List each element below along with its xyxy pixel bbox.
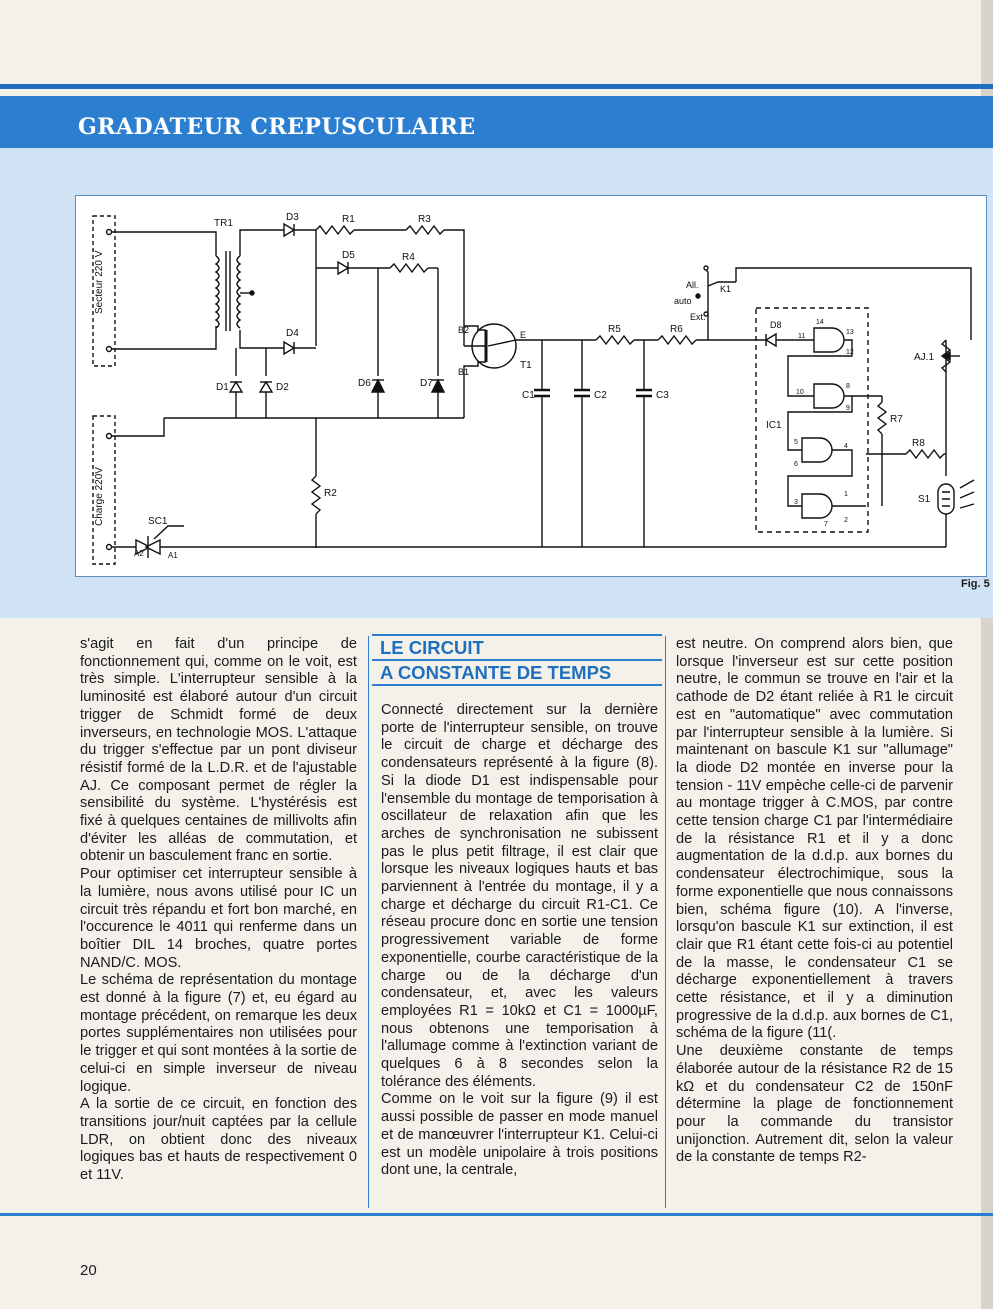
diode-d5 bbox=[338, 262, 348, 274]
e-label: E bbox=[520, 330, 527, 340]
c2-label: C2 bbox=[594, 390, 607, 401]
paragraph: s'agit en fait d'un principe de fonctionnement qui, comme on le voit, est très simple. L'interrupteur sensible à la luminosité est élaboré autour d'un circuit trigger de Schmidt formé de deux inverseurs, en technologie MOS. L'attaque du trigger s'effectue par un pont diviseur résistif formé de la L.D.R. et de l'ajustable AJ. Ce composant permet de régler la sensibilité du système. L'hystérésis est fixé à quelques centaines de millivolts afin d'éviter les alléas de commutation, et obtenir un basculement franc en sortie. bbox=[80, 636, 357, 865]
k1-label: K1 bbox=[720, 284, 732, 294]
resistor-r5 bbox=[596, 336, 634, 344]
paragraph: A la sortie de ce circuit, en fonction des transitions jour/nuit captées par la cellule LDR, on obtient donc des niveaux logiques bas et hauts de respectivement 0 et 11V. bbox=[80, 1096, 357, 1184]
ext-label: Ext. bbox=[690, 312, 706, 322]
circuit-figure bbox=[75, 195, 987, 577]
pin-10: 10 bbox=[796, 389, 804, 396]
diode-d2 bbox=[260, 382, 272, 392]
heading-line-1: LE CIRCUIT bbox=[380, 637, 484, 658]
r2-label: R2 bbox=[324, 488, 337, 499]
a1-label: A1 bbox=[168, 551, 178, 560]
t1-label: T1 bbox=[520, 360, 532, 371]
bottom-rule bbox=[0, 1213, 993, 1216]
c1-label: C1 bbox=[522, 390, 535, 401]
paragraph: Pour optimiser cet interrupteur sensible à la lumière, nous avons utilisé pour IC un circuit très répandu et fort bon marché, en l'occurence le 4011 qui renferme dans un boîtier DIL 14 broches, quatre portes NAND/C. MOS. bbox=[80, 866, 357, 971]
r3-label: R3 bbox=[418, 214, 431, 225]
top-rule bbox=[0, 84, 993, 89]
c3-label: C3 bbox=[656, 390, 669, 401]
load-label: Charge 220V bbox=[94, 467, 105, 526]
resistor-r1 bbox=[316, 226, 354, 234]
resistor-r3 bbox=[406, 226, 444, 234]
r1-label: R1 bbox=[342, 214, 355, 225]
resistor-r8 bbox=[906, 450, 944, 458]
page-number: 20 bbox=[80, 1262, 97, 1279]
r4-label: R4 bbox=[402, 252, 415, 263]
d7-label: D7 bbox=[420, 378, 433, 389]
transformer-secondary bbox=[237, 256, 240, 328]
paragraph: Comme on le voit sur la figure (9) il est aussi possible de passer en mode manuel et de manœuvrer l'interrupteur K1. Celui-ci est un modèle unipolaire à trois positions dont une, la centrale, bbox=[381, 1091, 658, 1179]
transformer-primary bbox=[216, 256, 219, 328]
nand-gate-2 bbox=[814, 384, 844, 408]
r5-label: R5 bbox=[608, 324, 621, 335]
paragraph: Connecté directement sur la dernière porte de l'interrupteur sensible, on trouve le circuit de charge et décharge des condensateurs représenté à la figure (8). Si la diode D1 est indispensable pour l'ensemble du montage de temporisation à oscillateur de relaxation afin que les arches de synchronisation ne subissent pas le plus petit filtrage, il est clair que lorsque les niveaux logiques hauts et bas parviennent à l'entrée du montage, il y a charge et décharge du circuit R1-C1. Ce réseau procure donc en sortie une tension progressivement variable de forme exponentielle, courbe caractéristique de la charge ou de la décharge d'un condensateur, et, avec les valeurs employées R1 = 10kΩ et C1 = 1000µF, nous obtenons une temporisation à l'allumage comme à l'extinction variant de quelques 6 à 8 secondes selon la tolérance des éléments. bbox=[381, 702, 658, 1090]
pin-13: 13 bbox=[846, 329, 854, 336]
circuit-schematic bbox=[76, 196, 986, 576]
heading-line-2: A CONSTANTE DE TEMPS bbox=[380, 662, 612, 683]
switch-k1 bbox=[704, 266, 708, 270]
resistor-r4 bbox=[390, 264, 428, 272]
nand-gate-4 bbox=[802, 494, 832, 518]
r6-label: R6 bbox=[670, 324, 683, 335]
pin-3: 3 bbox=[794, 499, 798, 506]
column-3 bbox=[676, 636, 953, 1167]
pin-11: 11 bbox=[798, 333, 806, 340]
column-1 bbox=[80, 636, 357, 1185]
d8-label: D8 bbox=[770, 320, 782, 330]
nand-gate-1 bbox=[814, 328, 844, 352]
mains-label: Secteur 220 V bbox=[94, 250, 105, 314]
column-2 bbox=[381, 636, 658, 1180]
pin-2: 2 bbox=[844, 517, 848, 524]
paragraph: Une deuxième constante de temps élaborée autour de la résistance R2 de 15 kΩ et du condensateur C2 de 150nF détermine la plage de fonctionnement pour la commande du transistor unijonction. Autrement dit, selon la valeur de la constante de temps R2- bbox=[676, 1043, 953, 1166]
resistor-r7 bbox=[878, 402, 886, 434]
d6-label: D6 bbox=[358, 378, 371, 389]
pin-12: 12 bbox=[846, 349, 854, 356]
diode-d1 bbox=[230, 382, 242, 392]
r7-label: R7 bbox=[890, 414, 903, 425]
paragraph: Le schéma de représentation du montage est donné à la figure (7) et, eu égard au montage précédent, on remarque les deux portes supplémentaires non utilisées pour le trigger et qui sont montées à la sortie de celui-ci en simple inverseur de niveau logique. bbox=[80, 972, 357, 1095]
all-label: All. bbox=[686, 280, 699, 290]
d4-label: D4 bbox=[286, 328, 299, 339]
page-title: GRADATEUR CREPUSCULAIRE bbox=[78, 114, 476, 140]
d1-label: D1 bbox=[216, 382, 229, 393]
sc1-label: SC1 bbox=[148, 516, 168, 527]
pin-14: 14 bbox=[816, 319, 824, 326]
a2-label: A2 bbox=[134, 549, 144, 558]
ic1-label: IC1 bbox=[766, 420, 782, 431]
auto-label: auto bbox=[674, 296, 692, 306]
figure-label: Fig. 5 bbox=[961, 578, 990, 590]
pin-9: 9 bbox=[846, 405, 850, 412]
resistor-r2 bbox=[312, 476, 320, 514]
diode-d8 bbox=[766, 334, 776, 346]
paragraph: est neutre. On comprend alors bien, que lorsque l'inverseur est sur cette position neutre, le commun se trouve en l'air et la cathode de D2 étant reliée à R1 le circuit est en "automatique" avec commutation par l'interrupteur sensible à la lumière. Si maintenant on bascule K1 sur "allumage" la diode D2 montée en inverse pour la tension - 11V empèche celle-ci de parvenir au montage trigger à C.MOS, par contre cette tension charge C1 par l'intermédiaire de la résistance R1 et il y a donc augmentation de la d.d.p. aux bornes du condensateur électrochimique, sous la forme exponentielle que nous connaissons bien, schéma figure (10). A l'inverse, lorsqu'on bascule K1 sur extinction, il est clair que R1 étant cette fois-ci au potentiel de la masse, le condensateur C1 se décharge exponentiellement à travers cette résistance, et il y a diminution progressive de la d.d.p. aux bornes de C1, schéma de la figure (11(. bbox=[676, 636, 953, 1042]
nand-gate-3 bbox=[802, 438, 832, 462]
diode-d4 bbox=[284, 342, 294, 354]
b1-label: B1 bbox=[458, 367, 470, 377]
r8-label: R8 bbox=[912, 438, 925, 449]
pin-4: 4 bbox=[844, 443, 848, 450]
diode-d7 bbox=[432, 380, 444, 392]
pin-5: 5 bbox=[794, 439, 798, 446]
column-separator bbox=[665, 636, 666, 1208]
b2-label: B2 bbox=[458, 325, 470, 335]
column-separator bbox=[368, 636, 369, 1208]
s1-label: S1 bbox=[918, 494, 931, 505]
pin-6: 6 bbox=[794, 461, 798, 468]
d5-label: D5 bbox=[342, 250, 355, 261]
pin-1: 1 bbox=[844, 491, 848, 498]
d2-label: D2 bbox=[276, 382, 289, 393]
tr1-label: TR1 bbox=[214, 218, 233, 229]
resistor-r6 bbox=[658, 336, 696, 344]
diode-d6 bbox=[372, 380, 384, 392]
pin-7: 7 bbox=[824, 521, 828, 528]
diode-d3 bbox=[284, 224, 294, 236]
d3-label: D3 bbox=[286, 212, 299, 223]
aj1-label: AJ.1 bbox=[914, 352, 935, 363]
pin-8: 8 bbox=[846, 383, 850, 390]
